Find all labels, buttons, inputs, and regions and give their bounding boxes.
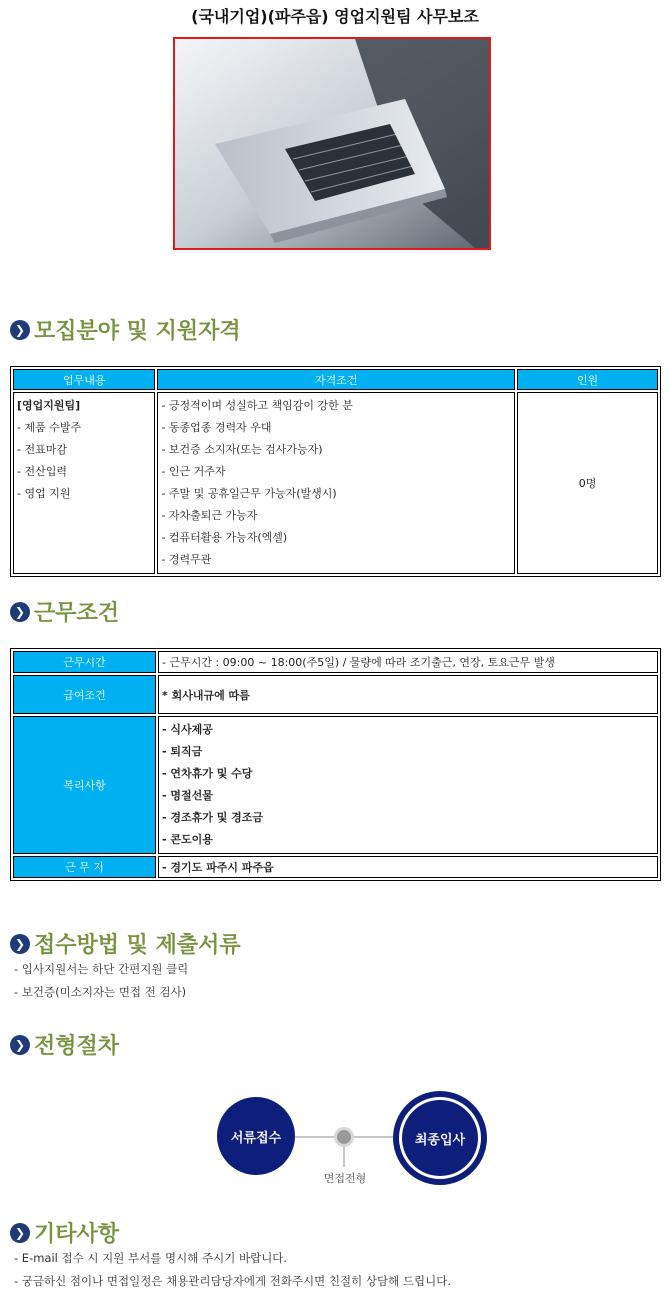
list-item: - 동종업종 경력자 우대	[161, 421, 272, 434]
apply-notes	[14, 958, 188, 1004]
list-item: - 긍정적이며 성실하고 책임감이 강한 분	[161, 399, 353, 412]
arrow-circle-icon: ❯	[10, 320, 30, 340]
pay-value: * 회사내규에 따름	[158, 675, 658, 714]
col-header-qualifications: 자격조건	[157, 369, 515, 390]
step-final-hire: 최종입사	[402, 1100, 478, 1176]
list-item: - 식사제공	[162, 723, 213, 736]
qualifications-cell	[157, 392, 515, 574]
page-title: (국내기업)(파주읍) 영업지원팀 사무보조	[191, 7, 479, 26]
list-item: - 연차휴가 및 수당	[162, 767, 253, 780]
section-recruit-heading: ❯ 모집분야 및 지원자격	[10, 314, 241, 345]
location-value: - 경기도 파주시 파주읍	[158, 856, 658, 878]
step-interview: 면접전형	[323, 1172, 367, 1185]
section-apply-heading: ❯ 접수방법 및 제출서류	[10, 928, 241, 959]
list-item: - 자차출퇴근 가능자	[161, 509, 258, 522]
list-item: - 궁금하신 점이나 면접일정은 채용관리담당자에게 전화주시면 친절히 상담해 드립니다.	[14, 1274, 451, 1288]
section-conditions-heading: ❯ 근무조건	[10, 596, 119, 627]
location-label: 근 무 지	[13, 856, 156, 878]
hours-label: 근무시간	[13, 651, 156, 673]
duties-cell	[13, 392, 155, 574]
recruit-table	[10, 366, 661, 577]
arrow-circle-icon: ❯	[10, 934, 30, 954]
pay-label: 급여조건	[13, 675, 156, 714]
arrow-circle-icon: ❯	[10, 1035, 30, 1055]
etc-notes	[14, 1247, 451, 1293]
list-item: - 경력무관	[161, 553, 212, 566]
list-item: - 제품 수발주	[17, 421, 82, 434]
list-item: - 인근 거주자	[161, 465, 226, 478]
list-item: - 컴퓨터활용 가능자(엑셀)	[161, 531, 288, 544]
list-item: - 보건증(미소지자는 면접 전 검사)	[14, 985, 187, 999]
list-item: - 주말 및 공휴일근무 가능자(발생시)	[161, 487, 337, 500]
list-item: - 전산입력	[17, 465, 67, 478]
laptop-photo	[173, 37, 491, 250]
list-item: - 전표마감	[17, 443, 67, 456]
list-item: - 명절선물	[162, 789, 213, 802]
arrow-circle-icon: ❯	[10, 602, 30, 622]
laptop-illustration	[175, 39, 489, 248]
list-item: - 콘도이용	[162, 833, 213, 846]
list-item: [영업지원팀]	[17, 399, 81, 412]
section-process-heading: ❯ 전형절차	[10, 1029, 119, 1060]
step-dot-icon	[334, 1127, 354, 1147]
col-header-headcount: 인원	[517, 369, 658, 390]
list-item: - 입사지원서는 하단 간편지원 클릭	[14, 962, 189, 976]
col-header-duties: 업무내용	[13, 369, 155, 390]
headcount-cell: 0명	[517, 392, 658, 574]
step-final-ring	[393, 1091, 487, 1185]
benefits-label: 복리사항	[13, 716, 156, 854]
hours-value: - 근무시간 : 09:00 ~ 18:00(주5일) / 물량에 따라 조기출근, 연장, 토요근무 발생	[158, 651, 658, 673]
benefits-cell	[158, 716, 658, 854]
process-flow	[200, 1090, 500, 1200]
list-item: - 퇴직금	[162, 745, 203, 758]
section-etc-heading: ❯ 기타사항	[10, 1217, 119, 1248]
list-item: - 영업 지원	[17, 487, 71, 500]
list-item: - 보건증 소지자(또는 검사가능자)	[161, 443, 323, 456]
list-item: - E-mail 접수 시 지원 부서를 명시해 주시기 바랍니다.	[14, 1251, 288, 1265]
step-document-review: 서류접수	[217, 1097, 295, 1175]
arrow-circle-icon: ❯	[10, 1223, 30, 1243]
conditions-table	[10, 648, 661, 881]
list-item: - 경조휴가 및 경조금	[162, 811, 264, 824]
